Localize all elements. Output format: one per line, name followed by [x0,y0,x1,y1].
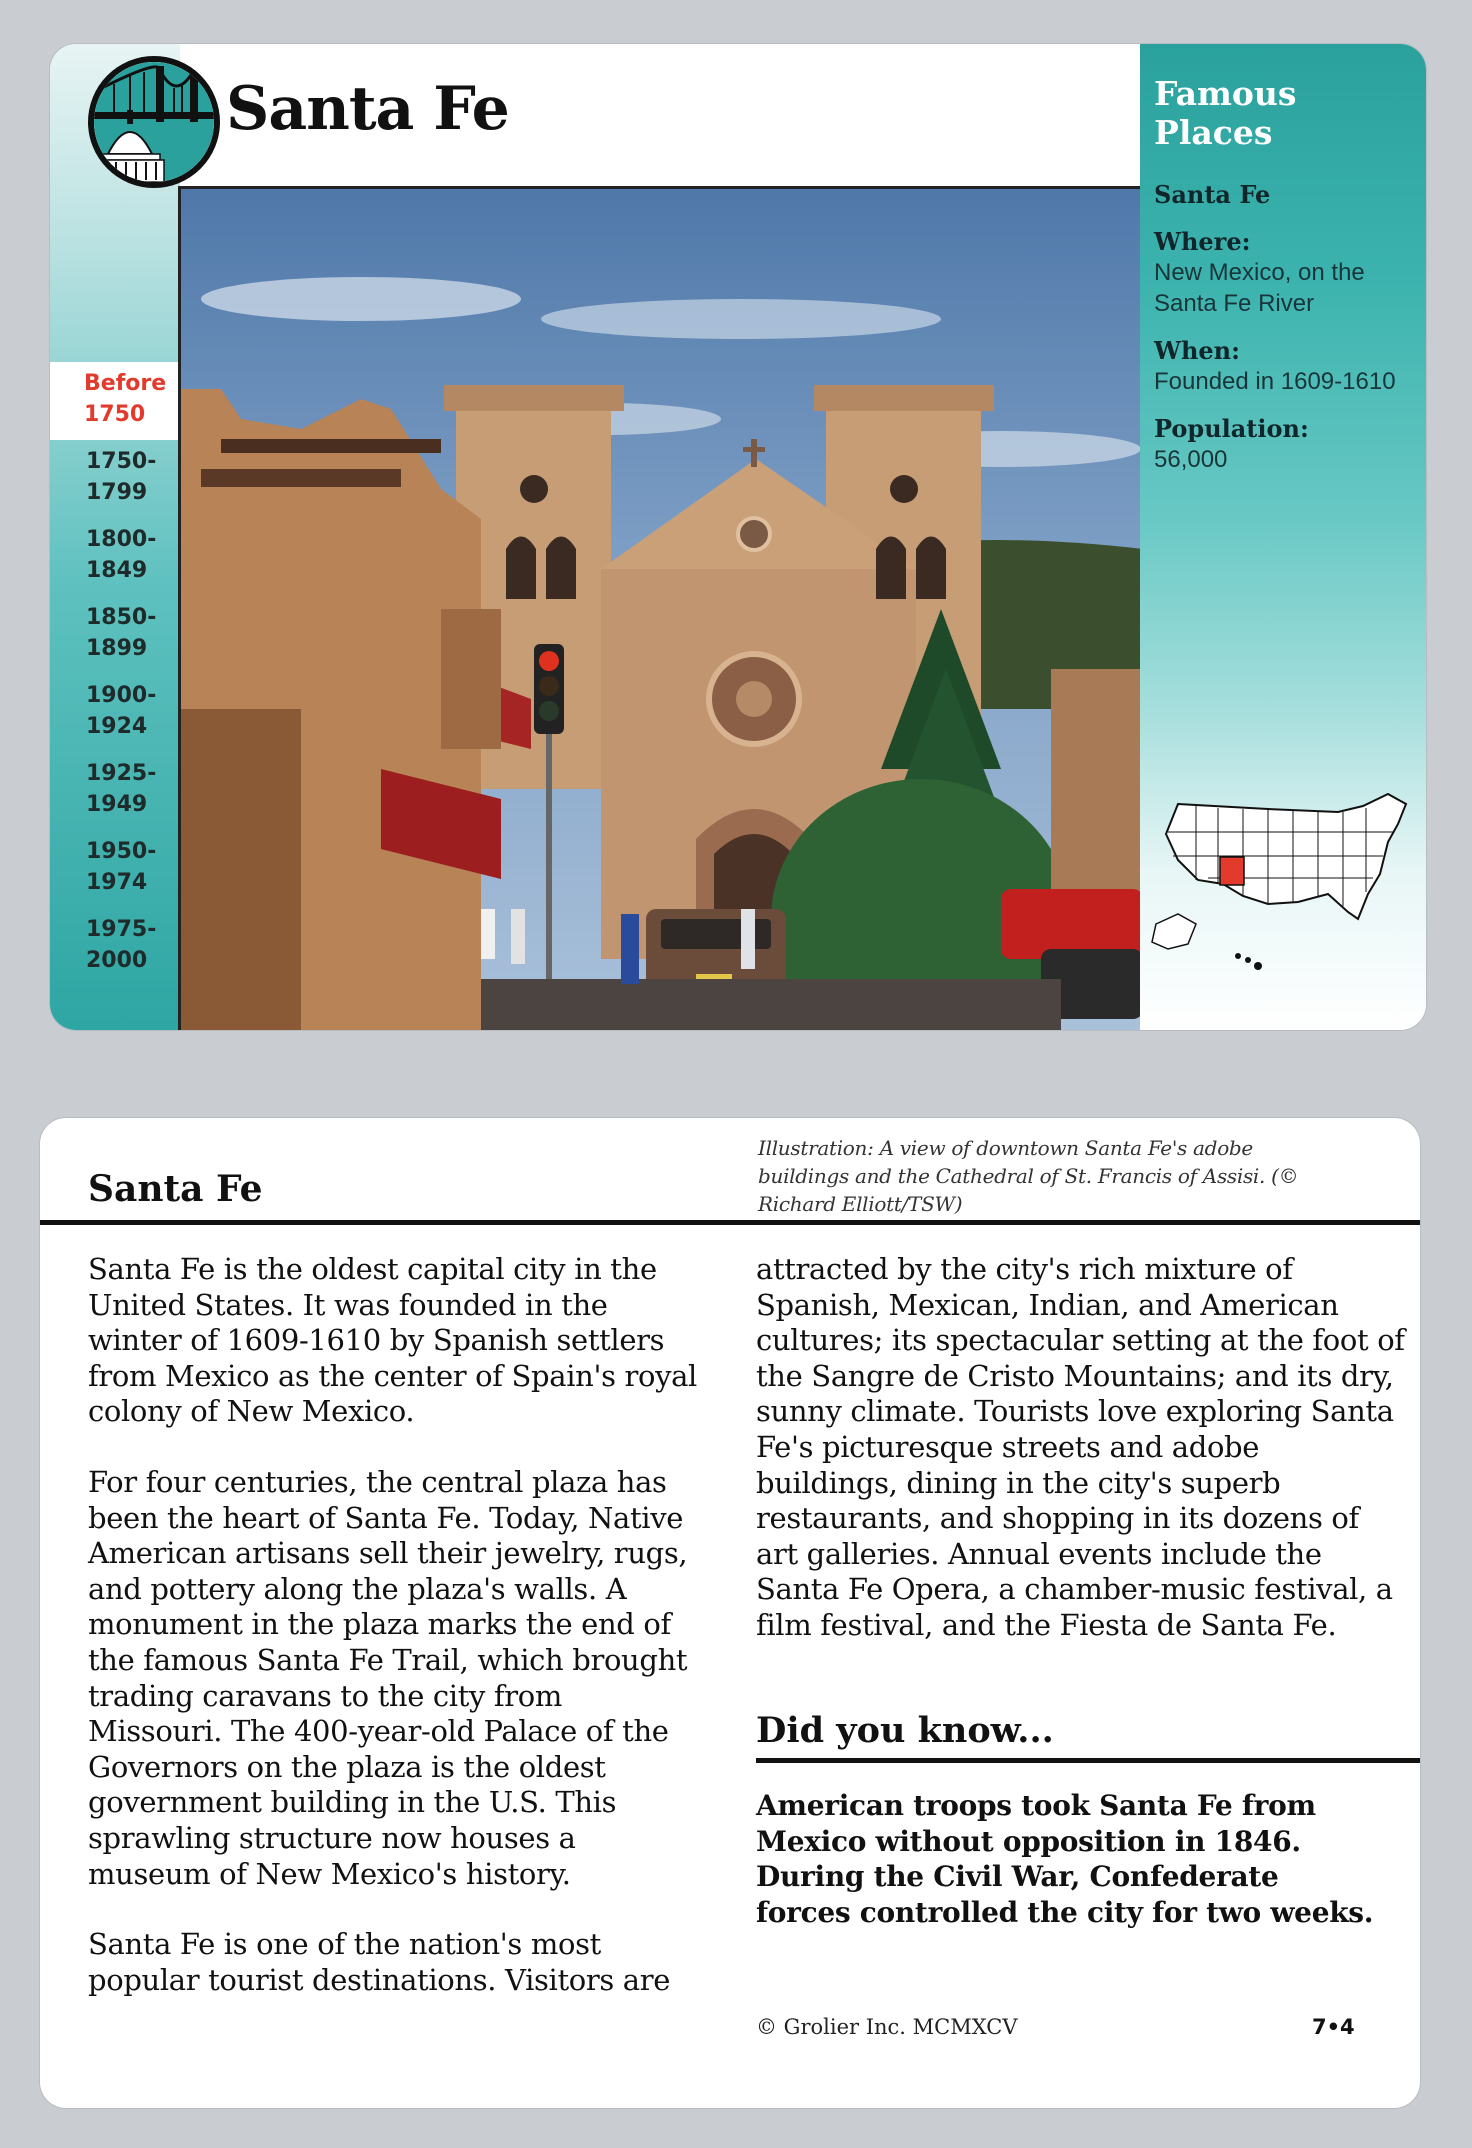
us-map-new-mexico-highlight-icon [1148,784,1418,984]
paragraph: Santa Fe is the oldest capital city in the United States. It was founded in the winter of 1609-1610 by Spanish settlers from Mexico as the center of Spain's royal colony of New Mexico. [88,1252,697,1429]
copyright: © Grolier Inc. MCMXCV [756,2015,1018,2039]
bridge-dome-logo-icon [88,56,220,188]
back-title: Santa Fe [88,1168,263,1210]
population-value: 56,000 [1154,446,1228,473]
timeline-era-6: 1950- 1974 [86,839,157,895]
card-number: 7•4 [1312,2015,1355,2039]
body-column-right [756,1252,1406,1679]
panel-place-name: Santa Fe [1154,180,1271,209]
body-column-left [88,1252,698,2033]
front-card [50,44,1426,1030]
paragraph: For four centuries, the central plaza has been the heart of Santa Fe. Today, Native American artisans sell their jewelry, rugs, and pottery along the plaza's walls. A monument in the plaza marks the end of the famous Santa Fe Trail, which brought trading caravans to the city from Missouri. The 400-year-old Palace of the Governors on the plaza is the oldest government building in the U.S. This sprawling structure now houses a museum of New Mexico's history. [88,1464,688,1891]
when-value: Founded in 1609-1610 [1154,368,1396,395]
photo-caption: Illustration: A view of downtown Santa Fe's adobe buildings and the Cathedral of St. Francis of Assisi. (© Richard Elliott/TSW) [758,1136,1299,1216]
cathedral-street-photo [178,186,1140,1030]
back-card [40,1118,1420,2108]
header-divider [40,1220,1420,1225]
paragraph: attracted by the city's rich mixture of Spanish, Mexican, Indian, and American cultures; its spectacular setting at the foot of the Sangre de Cristo Mountains; and its dry, sunny climate. Tourists love exploring Santa Fe's picturesque streets and adobe buildings, dining in the city's superb restaurants, and shopping in its dozens of art galleries. Annual events include the Santa Fe Opera, a chamber-music festival, a film festival, and the Fiesta de Santa Fe. [756,1252,1405,1642]
where-label: Where: [1154,227,1251,256]
timeline-era-4: 1900- 1924 [86,683,157,739]
front-title: Santa Fe [226,74,509,144]
population-label: Population: [1154,414,1309,443]
era-timeline [50,362,176,986]
timeline-era-1: 1750- 1799 [86,449,157,505]
timeline-era-7: 1975- 2000 [86,917,157,973]
where-value: New Mexico, on the Santa Fe River [1154,259,1365,317]
did-you-know-divider [756,1758,1420,1763]
did-you-know-text: American troops took Santa Fe from Mexico without opposition in 1846. During the Civil War, Confederate forces controlled the city for two weeks. [756,1789,1374,1929]
panel-facts [1154,179,1416,491]
timeline-era-3: 1850- 1899 [86,605,157,661]
timeline-era-2: 1800- 1849 [86,527,157,583]
did-you-know-heading: Did you know... [756,1710,1054,1751]
when-label: When: [1154,336,1240,365]
panel-category: Famous Places [1154,74,1297,152]
paragraph: Santa Fe is one of the nation's most popular tourist destinations. Visitors are [88,1927,671,1997]
timeline-era-5: 1925- 1949 [86,761,157,817]
timeline-era-0: Before 1750 [50,362,180,440]
